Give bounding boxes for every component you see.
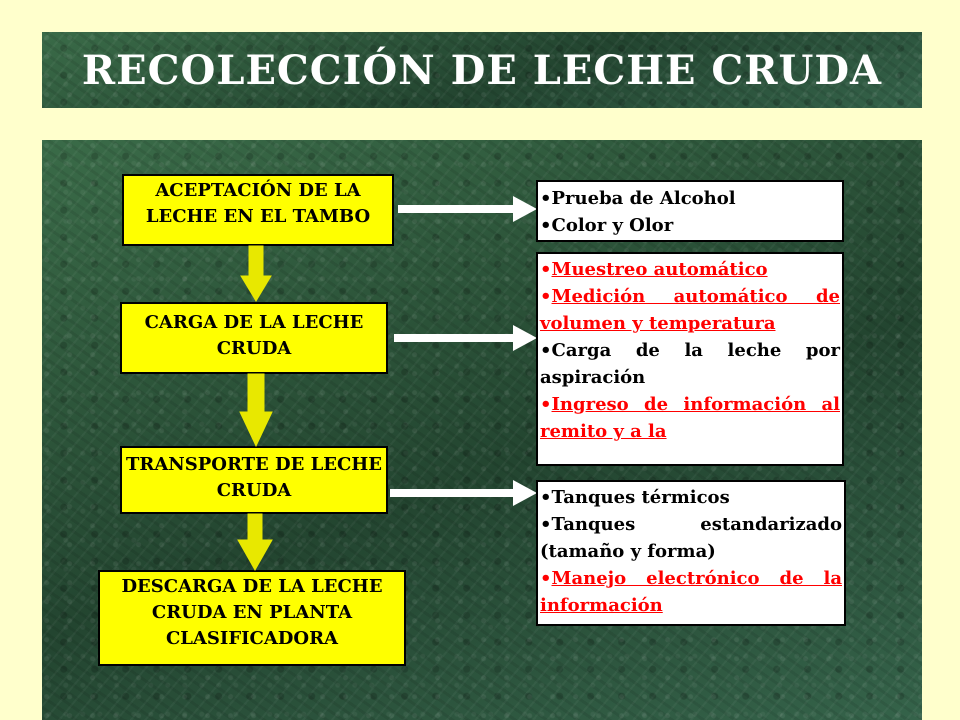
- note-item: [540, 212, 840, 239]
- bullet-icon: •: [540, 487, 552, 508]
- bullet-icon: •: [540, 514, 552, 535]
- note-item: [540, 511, 842, 565]
- bullet-icon: •: [540, 286, 552, 307]
- note-item-text: Tanques estandarizado (tamaño y forma): [540, 514, 842, 562]
- step-unloading: DESCARGA DE LA LECHE CRUDA EN PLANTA CLASIFICADORA: [98, 570, 406, 666]
- note-item-text: Tanques térmicos: [551, 487, 730, 508]
- note-item-text: Color y Olor: [551, 215, 674, 236]
- bullet-icon: •: [540, 188, 552, 209]
- bullet-icon: •: [540, 394, 552, 415]
- note-loading: [536, 252, 844, 466]
- note-acceptance: [536, 180, 844, 242]
- slide-title: RECOLECCIÓN DE LECHE CRUDA: [81, 46, 883, 94]
- bullet-icon: •: [540, 340, 552, 361]
- note-item: [540, 337, 840, 391]
- bullet-icon: •: [540, 259, 552, 280]
- note-item: [540, 484, 842, 511]
- note-item-text: Manejo electrónico de la información: [540, 568, 842, 616]
- title-banner: [42, 32, 922, 108]
- bullet-icon: •: [540, 568, 552, 589]
- note-item-text: Muestreo automático: [551, 259, 768, 280]
- step-transport: TRANSPORTE DE LECHE CRUDA: [120, 446, 388, 514]
- note-item: [540, 565, 842, 619]
- note-item-text: Ingreso de información al remito y a la: [540, 394, 840, 442]
- bullet-icon: •: [540, 215, 552, 236]
- note-item: [540, 283, 840, 337]
- note-item-text: Prueba de Alcohol: [551, 188, 736, 209]
- step-loading: CARGA DE LA LECHE CRUDA: [120, 302, 388, 374]
- note-item: [540, 256, 840, 283]
- note-transport: [536, 480, 846, 626]
- step-acceptance: ACEPTACIÓN DE LA LECHE EN EL TAMBO: [122, 174, 394, 246]
- note-item: [540, 391, 840, 445]
- note-item: [540, 185, 840, 212]
- note-item-text: Medición automático de volumen y temperatura: [540, 286, 840, 334]
- note-item-text: Carga de la leche por aspiración: [540, 340, 840, 388]
